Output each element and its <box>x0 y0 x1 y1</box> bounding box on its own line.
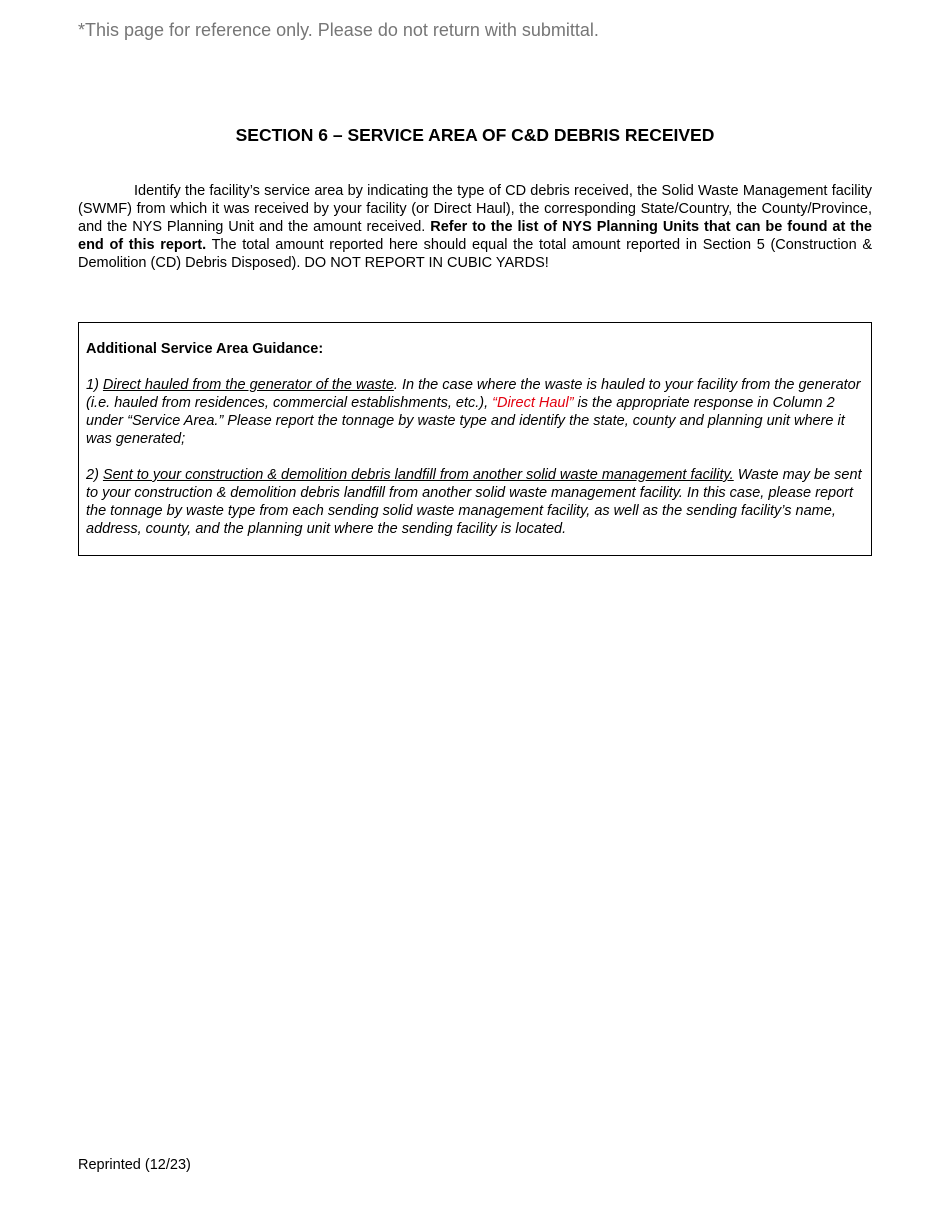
guidance-item-2 <box>86 466 864 538</box>
intro-bold-reference: Refer to the list of NYS Planning Units that can be found at the end of this report. <box>78 219 872 253</box>
footer-reprint-date: Reprinted (12/23) <box>78 1157 191 1173</box>
item-1-underlined: Direct hauled from the generator of the waste <box>102 377 394 393</box>
direct-haul-highlight: “Direct Haul” <box>492 395 574 411</box>
item-2-underlined: Sent to your construction & demolition debris landfill from another solid waste management facility. <box>102 467 734 483</box>
item-1-rest: is the appropriate response in Column 2 under “Service Area.” Please report the tonnage by waste type and identify the state, county and planning unit where it was generated; <box>86 395 845 447</box>
reference-note: *This page for reference only. Please do not return with submittal. <box>78 20 599 40</box>
intro-text-continued: The total amount reported here should equal the total amount reported in Section 5 (Construction & Demolition (CD) Debris Disposed). DO NOT REPORT IN CUBIC YARDS! <box>78 237 873 271</box>
guidance-item-1 <box>86 376 864 448</box>
guidance-heading: Additional Service Area Guidance: <box>86 341 324 357</box>
item-1-text: . In the case where the waste is hauled to your facility from the generator (i.e. hauled from residences, commercial establishments, etc.), <box>86 377 861 411</box>
guidance-box <box>78 322 872 556</box>
item-2-number: 2) <box>86 467 103 483</box>
item-2-rest: Waste may be sent to your construction & demolition debris landfill from another solid waste management facility. In this case, please report the tonnage by waste type from each sending solid waste management facility, as well as the sending facility’s name, address, county, and the planning unit where the sending facility is located. <box>86 467 862 537</box>
section-title: SECTION 6 – SERVICE AREA OF C&D DEBRIS RECEIVED <box>235 125 715 145</box>
intro-paragraph <box>78 182 872 272</box>
item-1-number: 1) <box>86 377 103 393</box>
intro-text: Identify the facility’s service area by indicating the type of CD debris received, the Solid Waste Management facility (SWMF) from which it was received by your facility (or Direct Haul), the corresponding State/Country, the County/Province, and the NYS Planning Unit and the amount received. <box>78 183 872 235</box>
